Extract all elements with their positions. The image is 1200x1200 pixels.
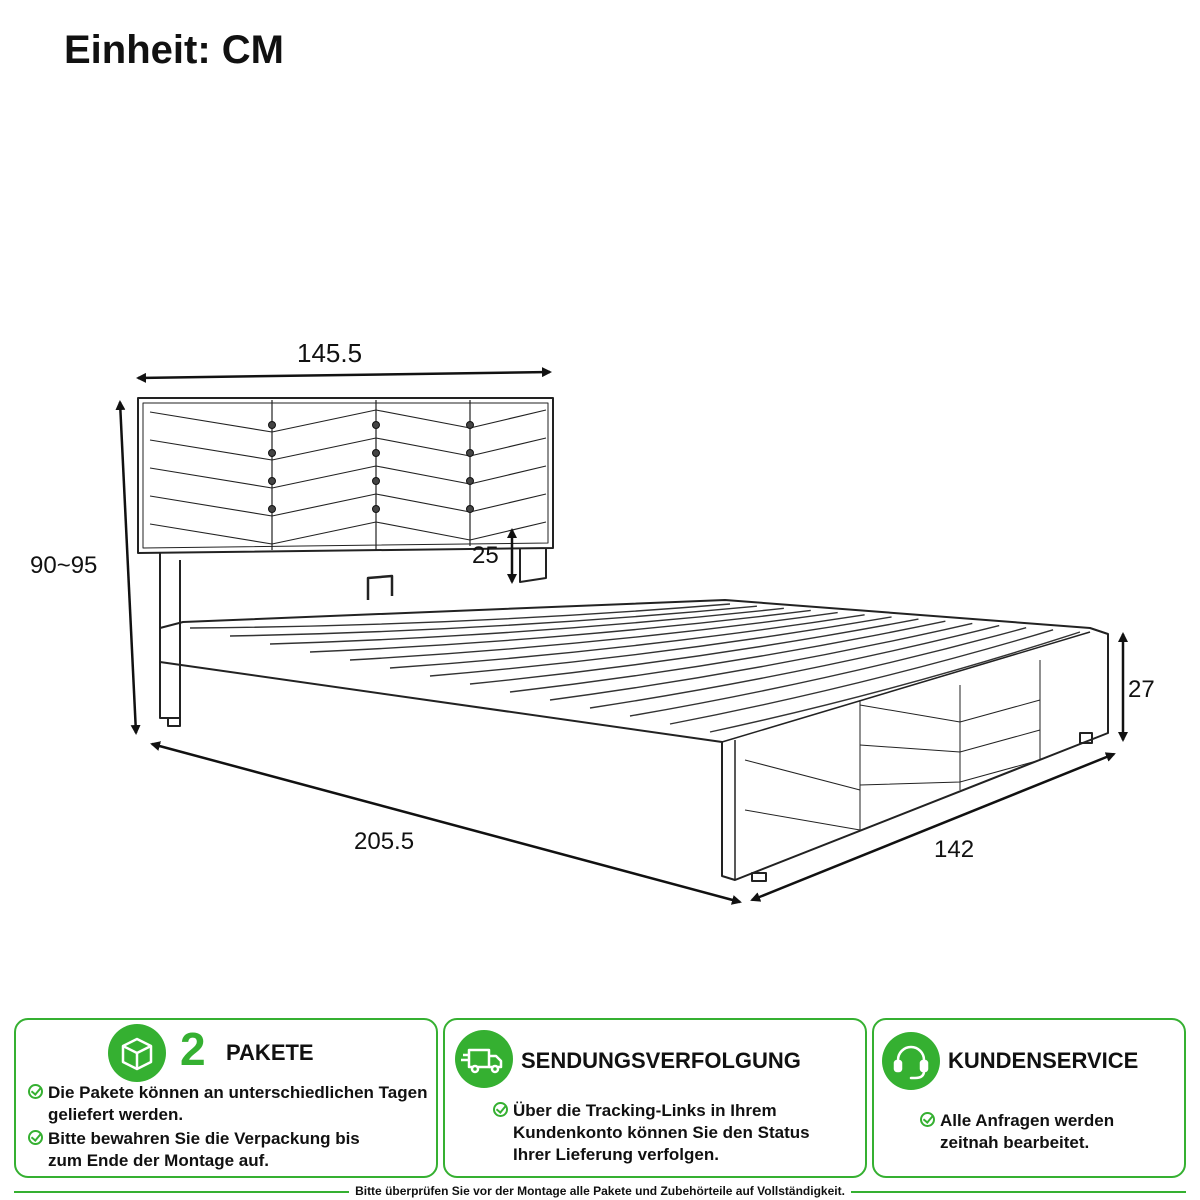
- tufting-button: [467, 478, 474, 485]
- box-icon: [108, 1024, 166, 1082]
- tufting-button: [467, 506, 474, 513]
- check-icon: [493, 1102, 508, 1117]
- packages-title: PAKETE: [226, 1040, 314, 1065]
- footer: [0, 1184, 1200, 1200]
- tufting-button: [373, 450, 380, 457]
- tracking-title: SENDUNGSVERFOLGUNG: [521, 1048, 801, 1073]
- dimension-frame-height: 27: [1128, 676, 1155, 703]
- packages-bullet-2: Bitte bewahren Sie die Verpackung bis zum Ende der Montage auf.: [48, 1129, 360, 1170]
- package-count: 2: [180, 1023, 206, 1075]
- check-icon: [920, 1112, 935, 1127]
- dimension-headboard-gap: 25: [472, 542, 499, 569]
- delivery-truck-icon: [455, 1030, 513, 1088]
- dimension-length: 205.5: [354, 828, 415, 855]
- dimension-width: 142: [934, 836, 975, 863]
- packages-card: [14, 1018, 438, 1178]
- dimension-total-height: 90~95: [30, 552, 98, 579]
- tufting-button: [373, 506, 380, 513]
- bed-slat: [590, 626, 999, 708]
- tufting-button: [467, 422, 474, 429]
- tufting-button: [269, 422, 276, 429]
- service-bullet-1: Alle Anfragen werden zeitnah bearbeitet.: [940, 1111, 1115, 1152]
- dimension-headboard-width: 145.5: [297, 338, 363, 368]
- bed-slat: [470, 619, 918, 684]
- bed-slat: [510, 621, 945, 692]
- headboard: [138, 398, 553, 553]
- unit-title: Einheit: CM: [64, 28, 284, 72]
- check-icon: [28, 1084, 43, 1099]
- bed-slat: [630, 628, 1026, 716]
- tracking-card: [443, 1018, 867, 1178]
- tufting-button: [467, 450, 474, 457]
- footer-text: Bitte überprüfen Sie vor der Montage alle Pakete und Zubehörteile auf Vollständigkeit.: [349, 1184, 851, 1198]
- check-icon: [28, 1130, 43, 1145]
- tufting-button: [269, 478, 276, 485]
- bed-slat: [230, 606, 757, 636]
- tufting-button: [269, 450, 276, 457]
- service-card: [872, 1018, 1186, 1178]
- packages-bullet-1: Die Pakete können an unterschiedlichen Tagen geliefert werden.: [48, 1083, 428, 1124]
- tracking-bullet-1: Über die Tracking-Links in Ihrem Kundenkonto können Sie den Status Ihrer Lieferung verfolgen.: [513, 1101, 810, 1164]
- headset-icon: [882, 1032, 940, 1090]
- tufting-button: [373, 478, 380, 485]
- bed-slat: [550, 623, 972, 700]
- tufting-button: [269, 506, 276, 513]
- service-title: KUNDENSERVICE: [948, 1048, 1139, 1073]
- bed-slat: [710, 632, 1080, 732]
- tufting-button: [373, 422, 380, 429]
- bed-slat: [670, 630, 1053, 724]
